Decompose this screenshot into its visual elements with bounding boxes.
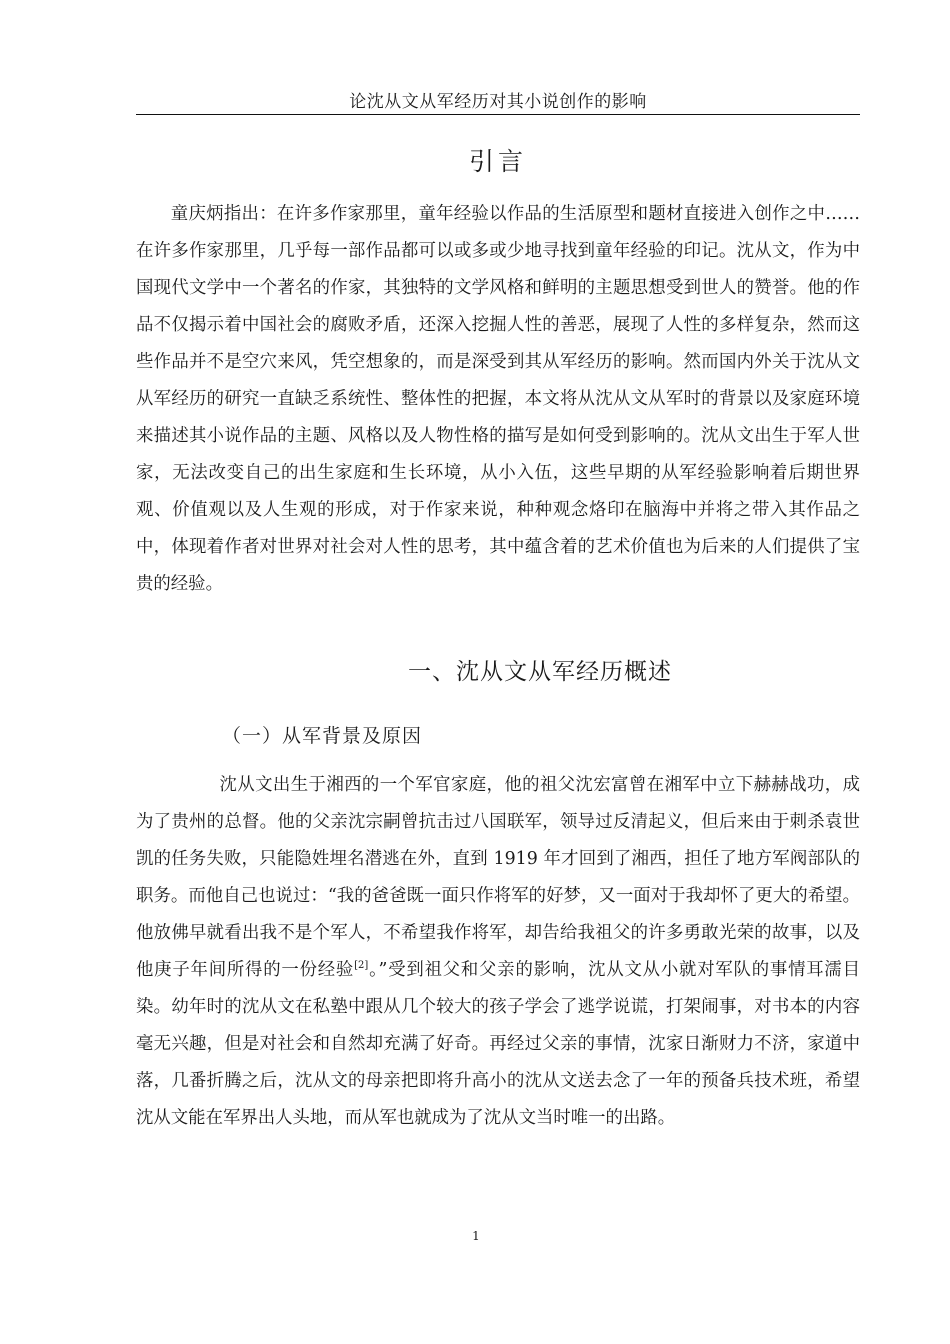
- body-text-part-2: 。”受到祖父和父亲的影响，沈从文从小就对军队的事情耳濡目染。幼年时的沈从文在私塾中跟从几个较大的孩子学会了逃学说谎，打架闹事，对书本的内容毫无兴趣，但是对社会和自然却充满了好奇。再经过父亲的事情，沈家日渐财力不济，家道中落，几番折腾之后，沈从文的母亲把即将升高小的沈从文送去念了一年的预备兵技术班，希望沈从文能在军界出人头地，而从军也就成为了沈从文当时唯一的出路。: [136, 960, 860, 1128]
- section-title: 一、沈从文从军经历概述: [408, 659, 672, 685]
- body-text-part-1: 沈从文出生于湘西的一个军官家庭，他的祖父沈宏富曾在湘军中立下赫赫战功，成为了贵州的总督。他的父亲沈宗嗣曾抗击过八国联军，领导过反清起义，但后来由于刺杀袁世凯的任务失败，只能隐姓埋名潜逃在外，直到 1919 年才回到了湘西，担任了地方军阀部队的职务。而他自己也说过：“我的爸爸既一面只作将军的好梦，又一面对于我却怀了更大的希望。他放佛早就看出我不是个军人，不希望我作将军，却告给我祖父的许多勇敢光荣的故事，以及他庚子年间所得的一份经验: [136, 775, 860, 980]
- page-number: 1: [472, 1229, 480, 1243]
- body-paragraph: [136, 767, 860, 1137]
- citation-marker: [2]: [354, 960, 369, 971]
- intro-paragraph: 童庆炳指出：在许多作家那里，童年经验以作品的生活原型和题材直接进入创作之中……在许多作家那里，几乎每一部作品都可以或多或少地寻找到童年经验的印记。沈从文，作为中国现代文学中一个著名的作家，其独特的文学风格和鲜明的主题思想受到世人的赞誉。他的作品不仅揭示着中国社会的腐败矛盾，还深入挖掘人性的善恶，展现了人性的多样复杂，然而这些作品并不是空穴来风，凭空想象的，而是深受到其从军经历的影响。然而国内外关于沈从文从军经历的研究一直缺乏系统性、整体性的把握，本文将从沈从文从军时的背景以及家庭环境来描述其小说作品的主题、风格以及人物性格的描写是如何受到影响的。沈从文出生于军人世家，无法改变自己的出生家庭和生长环境，从小入伍，这些早期的从军经验影响着后期世界观、价值观以及人生观的形成，对于作家来说，种种观念烙印在脑海中并将之带入其作品之中，体现着作者对世界对社会对人性的思考，其中蕴含着的艺术价值也为后来的人们提供了宝贵的经验。: [136, 204, 860, 594]
- intro-title: 引言: [468, 147, 527, 176]
- subsection-title: （一）从军背景及原因: [222, 725, 423, 747]
- header-rule: [136, 114, 860, 115]
- running-header: 论沈从文从军经历对其小说创作的影响: [349, 92, 647, 112]
